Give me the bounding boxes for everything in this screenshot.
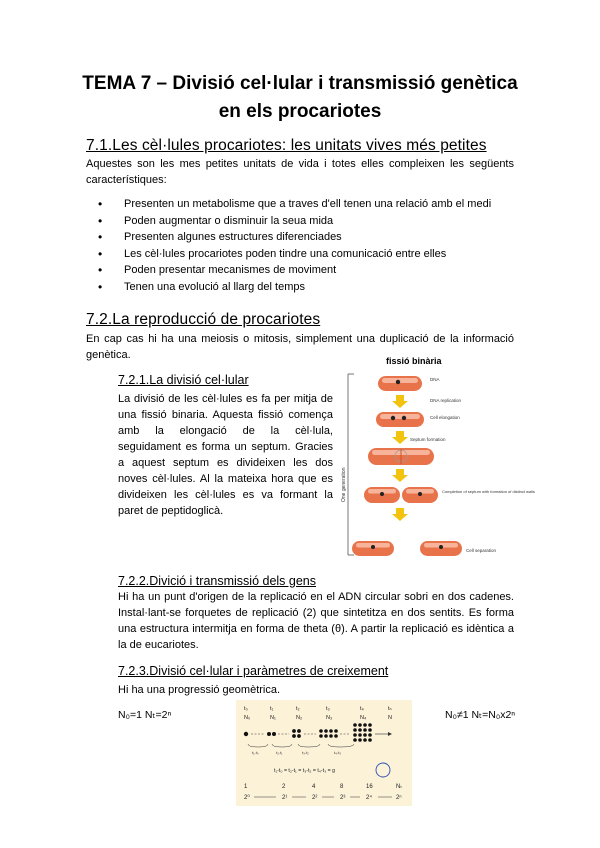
list-item: • Poden presentar mecanismes de moviment	[86, 262, 516, 279]
count-value: 16	[366, 784, 373, 790]
label-septum-formation: Septum formation	[410, 437, 446, 442]
section-intro-7-1: Aquestes son les mes petites unitats de vida i totes elles compleixen les següents característiques:	[86, 158, 514, 186]
time-label: tₙ	[388, 706, 392, 712]
cell-group-16	[353, 723, 372, 742]
count-value: 8	[340, 784, 344, 790]
power-value: 2²	[312, 795, 318, 801]
label-cell-elongation: Cell elongation	[430, 415, 460, 420]
power-value: 2³	[340, 795, 346, 801]
time-label: t₂	[296, 706, 300, 712]
arrow-down-icon	[392, 469, 408, 482]
list-item: • Presenten algunes estructures diferenciades	[86, 229, 516, 246]
power-value: 2⁴	[366, 795, 372, 801]
arrow-down-icon	[392, 508, 408, 521]
page-title: TEMA 7 – Divisió cel·lular i transmissió genètica en els procariotes	[82, 73, 518, 122]
time-label: t₀	[244, 706, 248, 712]
subsection-text-7-2-1: La divisió de les cèl·lules es fa per mitja de una fissió binaria. Aquesta fissió comença amb la elongació de la cèl·lula, seguidament es forma un septum. Gracies a aquest septum es divideixen les dos noves cèl·lules. Al la mateixa hora que es divideixen les cèl·lules es va formant la paret de peptidoglicà.	[118, 393, 333, 517]
binary-fission-diagram	[338, 352, 535, 565]
cell-dot	[244, 732, 248, 736]
label-dna: DNA	[430, 377, 440, 382]
power-value: 2¹	[282, 795, 288, 801]
list-item: • Tenen una evolució al llarg del temps	[86, 279, 516, 296]
arrow-down-icon	[392, 395, 408, 408]
section-heading-7-1: 7.1.Les cèl·lules procariotes: les unitats vives més petites	[86, 137, 487, 154]
highlight-circle	[376, 763, 390, 777]
formula-n0-not-1: N₀≠1 Nₜ=N₀x2ⁿ	[445, 709, 516, 721]
subsection-heading-7-2-3: 7.2.3.Divisió cel·lular i paràmetres de creixement	[118, 664, 389, 678]
count-label: N₁	[270, 715, 276, 721]
subsection-text-7-2-2: Hi ha un punt d'origen de la replicació en el ADN circular sobri en dos cadenes. Instal·lant-se forquetes de replicació (2) que sintetitza en dos sentits. Es forma una estructura intermitja en forma de theta (θ). A partir la replicació es idèntica a la de eucariotes.	[118, 591, 514, 651]
generation-label: One generation	[341, 467, 347, 502]
subsection-text-7-2-3: Hi ha una progressió geomètrica.	[118, 684, 281, 696]
cell-group-8	[319, 729, 338, 738]
power-value: 2ⁿ	[396, 795, 402, 801]
count-label: N	[388, 715, 392, 721]
geometric-progression-figure	[236, 700, 412, 806]
label-completion-septum: Completion of septum with formation of distinct walls	[442, 489, 535, 494]
label-dna-replication: DNA replication	[430, 398, 462, 403]
subsection-heading-7-2-1: 7.2.1.La divisió cel·lular	[118, 373, 249, 387]
label-cell-separation: Cell separation	[466, 548, 497, 553]
list-item: • Presenten un metabolisme que a traves d'ell tenen una relació amb el medi	[86, 196, 516, 213]
figure-title: fissió binària	[386, 356, 442, 366]
time-label: t₄	[360, 706, 364, 712]
count-label: N₀	[244, 715, 251, 721]
list-item: • Poden augmentar o disminuir la seua mida	[86, 213, 516, 230]
binary-fission-figure	[338, 352, 535, 565]
count-label: N₃	[326, 715, 333, 721]
section-heading-7-2: 7.2.La reproducció de procariotes	[86, 311, 321, 328]
count-value: 1	[244, 784, 248, 790]
time-label: t₃	[326, 706, 330, 712]
arrow-right-icon	[388, 732, 392, 736]
list-item: • Les cèl·lules procariotes poden tindre una comunicació entre elles	[86, 246, 516, 263]
interval-label: t₄-t₃	[334, 750, 341, 755]
geometric-progression-diagram	[236, 700, 412, 806]
count-value: 2	[282, 784, 286, 790]
characteristics-list	[86, 196, 516, 296]
interval-label: t₁-t₀	[252, 750, 259, 755]
interval-label: t₂-t₁	[276, 750, 283, 755]
subsection-heading-7-2-2: 7.2.2.Divició i transmissió dels gens	[118, 574, 316, 588]
arrow-down-icon	[392, 431, 408, 444]
count-value: 4	[312, 784, 316, 790]
interval-label: t₃-t₂	[302, 750, 309, 755]
formula-n0-equals-1: N₀=1 Nₜ=2ⁿ	[118, 709, 172, 721]
power-value: 2⁰	[244, 795, 250, 801]
section-intro-7-2: En cap cas hi ha una meiosis o mitosis, simplement una duplicació de la informació genètica.	[86, 333, 514, 361]
count-label: N₄	[360, 715, 367, 721]
count-value: Nₜ	[396, 784, 403, 790]
interval-equation: t₁-t₀ = t₂-t₁ = t₃-t₂ = t₄-t₃ = g	[274, 768, 335, 774]
cell-group-4	[292, 729, 301, 738]
count-label: N₂	[296, 715, 303, 721]
time-label: t₁	[270, 706, 274, 712]
